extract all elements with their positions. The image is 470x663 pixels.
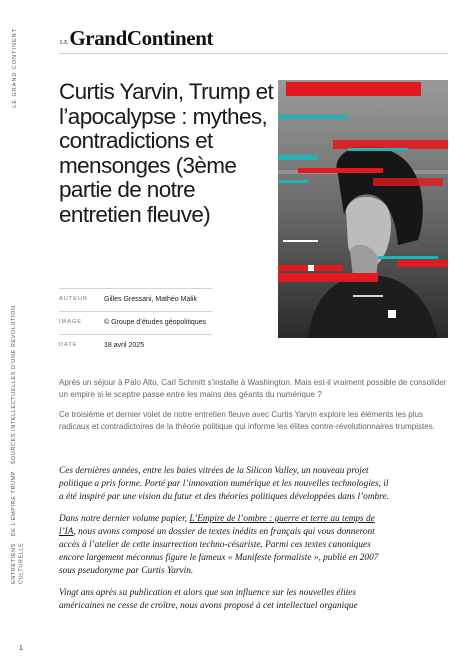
article-meta — [59, 288, 212, 357]
article-body — [59, 465, 391, 623]
hero-image — [278, 80, 448, 338]
header-divider — [59, 53, 448, 54]
page-number: 1 — [19, 645, 23, 652]
side-section-label: ENTRETIENS · DE L'EMPIRE TRUMP · SOURCES INTELLECTUELLES D'UNE RÉVOLUTION CULTURELLE — [11, 305, 25, 584]
logo-name: GrandContinent — [69, 26, 214, 50]
body-paragraph — [59, 513, 391, 577]
site-logo[interactable] — [60, 26, 213, 51]
body-paragraph: Vingt ans après sa publication et alors que son influence sur les nouvelles élites américaines ne cesse de croître, nous avons proposé à cet intellectuel organique — [59, 588, 358, 612]
logo-prefix: LE — [60, 40, 69, 46]
lead-paragraph: Après un séjour à Palo Alto, Carl Schmitt s’installe à Washington. Mais est-il vraiment possible de consolider un empire si le sceptre passe entre les mains des géants du numérique ? — [59, 378, 447, 399]
body-text-fragment: , nous avons composé un dossier de textes inédits en français qui vous donneront accès à l’atelier de cette insurrection techno-césariste. Parmi ces textes canoniques encore largement méconnus figure le fameux « Manifeste formaliste », publié en 2007 sous pseudonyme par Curtis Yarvin. — [59, 527, 379, 576]
article-lead — [59, 377, 449, 441]
glitch-portrait-illustration — [278, 80, 448, 338]
body-paragraph: Ces dernières années, entre les baies vitrées de la Silicon Valley, un nouveau projet politique a pris forme. Porté par l’innovation numérique et les nouvelles technologies, il a été inspiré par une vision du futur et des théories politiques développées dans l’ombre. — [59, 466, 389, 502]
body-text-fragment: Dans notre dernier volume papier, — [59, 514, 190, 525]
meta-row-author — [59, 288, 212, 311]
side-publication-label: LE GRAND CONTINENT — [12, 28, 18, 108]
meta-label: DATE — [59, 342, 78, 348]
book-link[interactable]: L’Empire de l’ombre : guerre et terre au temps de l’IA — [59, 514, 375, 538]
meta-label: AUTEUR — [59, 296, 88, 302]
lead-paragraph: Ce troisième et dernier volet de notre entretien fleuve avec Curtis Yarvin explore les éléments les plus radicaux et contradictoires de la théorie politique qui informe les élites contre-révolutionnaires trumpistes. — [59, 410, 436, 431]
author-value[interactable]: Gilles Gressani, Mathéo Malik — [104, 296, 197, 303]
meta-row-image — [59, 311, 212, 334]
meta-row-date — [59, 334, 212, 357]
article-title: Curtis Yarvin, Trump et l’apocalypse : mythes, contradictions et mensonges (3ème partie de notre entretien fleuve) — [59, 79, 274, 227]
image-credit-value: © Groupe d’études géopolitiques — [104, 319, 207, 326]
date-value: 18 avril 2025 — [104, 342, 145, 349]
meta-label: IMAGE — [59, 319, 83, 325]
